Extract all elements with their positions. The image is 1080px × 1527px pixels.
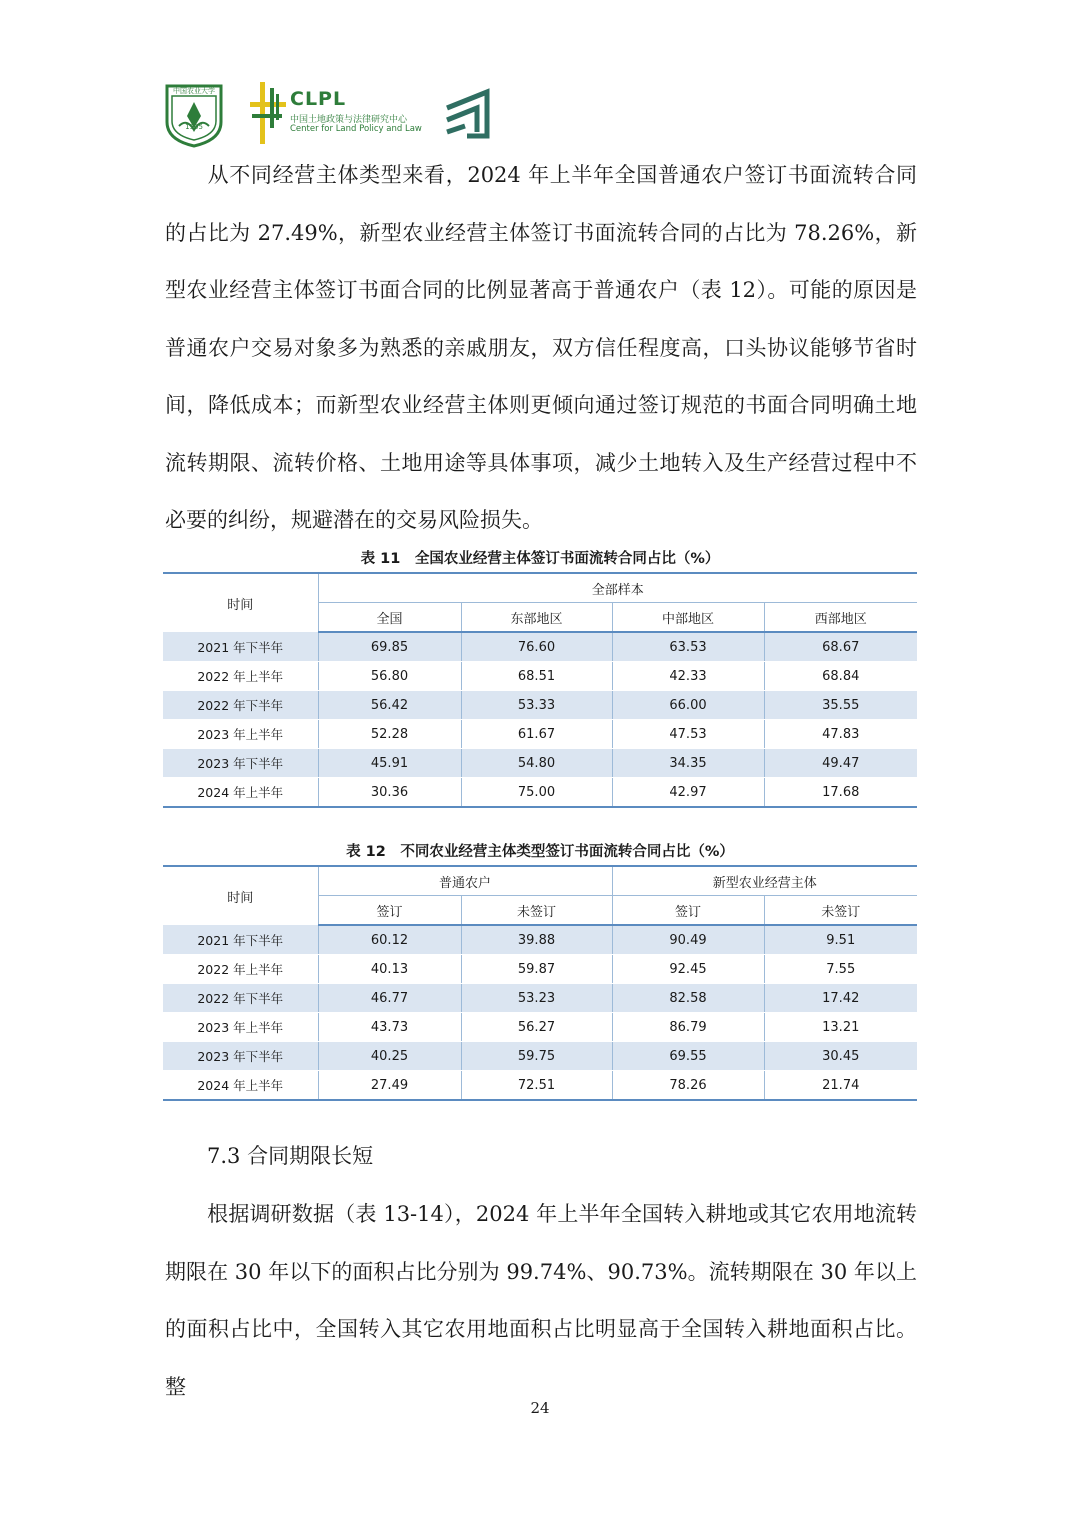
table-cell: 59.87 [461,955,612,984]
table-row [163,778,917,808]
table-cell: 69.55 [612,1042,764,1071]
table-cell: 30.36 [318,778,461,808]
table-12 [163,865,917,1101]
table-cell: 27.49 [318,1071,461,1101]
table-cell: 40.25 [318,1042,461,1071]
table-cell: 68.51 [461,662,612,691]
clpl-emblem-icon [248,80,288,146]
table-cell: 56.42 [318,691,461,720]
section-heading: 7.3 合同期限长短 [207,1144,374,1168]
table-cell: 46.77 [318,984,461,1013]
table-cell: 30.45 [764,1042,917,1071]
table-cell: 45.91 [318,749,461,778]
row-label: 2024 年上半年 [163,778,318,808]
table-cell: 42.97 [612,778,764,808]
paragraph-text: 从不同经营主体类型来看，2024 年上半年全国普通农户签订书面流转合同的占比为 27.49%，新型农业经营主体签订书面流转合同的占比为 78.26%，新型农业经营主体签订书面合同的比例显著高于普通农户（表 12）。可能的原因是普通农户交易对象多为熟悉的亲戚朋友，双方信任程度高，口头协议能够节省时间，降低成本；而新型农业经营主体则更倾向通过签订规范的书面合同明确土地流转期限、流转价格、土地用途等具体事项，减少土地转入及生产经营过程中不必要的纠纷，规避潜在的交易风险损失。 [165,163,917,532]
table-cell: 42.33 [612,662,764,691]
table-cell: 60.12 [318,925,461,955]
row-label: 2022 年上半年 [163,662,318,691]
row-label: 2023 年上半年 [163,720,318,749]
third-logo [443,86,491,142]
table-cell: 61.67 [461,720,612,749]
table-cell: 39.88 [461,925,612,955]
table-cell: 49.47 [764,749,917,778]
time-header: 时间 [163,866,318,925]
table-row [163,749,917,778]
table-cell: 47.83 [764,720,917,749]
table-cell: 56.27 [461,1013,612,1042]
group-header: 新型农业经营主体 [612,866,917,896]
table-cell: 40.13 [318,955,461,984]
table-cell: 92.45 [612,955,764,984]
table-cell: 75.00 [461,778,612,808]
table-cell: 53.33 [461,691,612,720]
clpl-title: CLPL [290,88,347,110]
column-header: 全国 [318,603,461,633]
row-label: 2021 年下半年 [163,925,318,955]
table-cell: 76.60 [461,632,612,662]
table-cell: 34.35 [612,749,764,778]
row-label: 2021 年下半年 [163,632,318,662]
table-cell: 35.55 [764,691,917,720]
clpl-english-name: Center for Land Policy and Law [290,124,422,134]
group-header: 普通农户 [318,866,612,896]
table-cell: 68.67 [764,632,917,662]
table-row [163,984,917,1013]
table-cell: 17.68 [764,778,917,808]
table-cell: 63.53 [612,632,764,662]
table-cell: 17.42 [764,984,917,1013]
column-header: 中部地区 [612,603,764,633]
row-label: 2024 年上半年 [163,1071,318,1101]
page-header [163,80,923,150]
table-cell: 78.26 [612,1071,764,1101]
table-cell: 82.58 [612,984,764,1013]
table-row [163,662,917,691]
university-logo-text: 中国农业大学 [173,87,215,95]
table-row [163,691,917,720]
row-label: 2023 年下半年 [163,749,318,778]
building-logo-icon [443,86,491,142]
table-cell: 54.80 [461,749,612,778]
row-label: 2022 年下半年 [163,984,318,1013]
body-paragraph [165,147,917,550]
table-cell: 59.75 [461,1042,612,1071]
table-cell: 56.80 [318,662,461,691]
university-logo [163,82,225,148]
table-row [163,1013,917,1042]
group-header: 全部样本 [318,573,917,603]
university-logo-year: 1905 [185,123,203,131]
column-header: 签订 [318,896,461,926]
column-header: 西部地区 [764,603,917,633]
row-label: 2022 年下半年 [163,691,318,720]
table-11 [163,572,917,808]
paragraph-text: 根据调研数据（表 13-14），2024 年上半年全国转入耕地或其它农用地流转期限在 30 年以下的面积占比分别为 99.74%、90.73%。流转期限在 30 年以上的面积占比中，全国转入其它农用地面积占比明显高于全国转入耕地面积占比。整 [165,1202,917,1399]
time-header: 时间 [163,573,318,632]
table-row [163,925,917,955]
body-paragraph [165,1186,917,1416]
table-cell: 86.79 [612,1013,764,1042]
column-header: 东部地区 [461,603,612,633]
column-header: 签订 [612,896,764,926]
table-row [163,1042,917,1071]
table-cell: 52.28 [318,720,461,749]
table-cell: 69.85 [318,632,461,662]
table-row [163,632,917,662]
table-cell: 90.49 [612,925,764,955]
row-label: 2023 年下半年 [163,1042,318,1071]
table-cell: 66.00 [612,691,764,720]
page-number: 24 [530,1399,550,1417]
table-12-caption: 表 12 不同农业经营主体类型签订书面流转合同占比（%） [346,844,734,860]
clpl-chinese-name: 中国土地政策与法律研究中心 [290,115,408,125]
table-cell: 7.55 [764,955,917,984]
table-cell: 9.51 [764,925,917,955]
row-label: 2022 年上半年 [163,955,318,984]
column-header: 未签订 [764,896,917,926]
table-cell: 47.53 [612,720,764,749]
table-cell: 72.51 [461,1071,612,1101]
row-label: 2023 年上半年 [163,1013,318,1042]
table-row [163,1071,917,1101]
table-cell: 21.74 [764,1071,917,1101]
table-row [163,720,917,749]
table-11-caption: 表 11 全国农业经营主体签订书面流转合同占比（%） [360,551,720,567]
table-row [163,955,917,984]
table-cell: 43.73 [318,1013,461,1042]
table-cell: 13.21 [764,1013,917,1042]
column-header: 未签订 [461,896,612,926]
table-cell: 68.84 [764,662,917,691]
table-cell: 53.23 [461,984,612,1013]
